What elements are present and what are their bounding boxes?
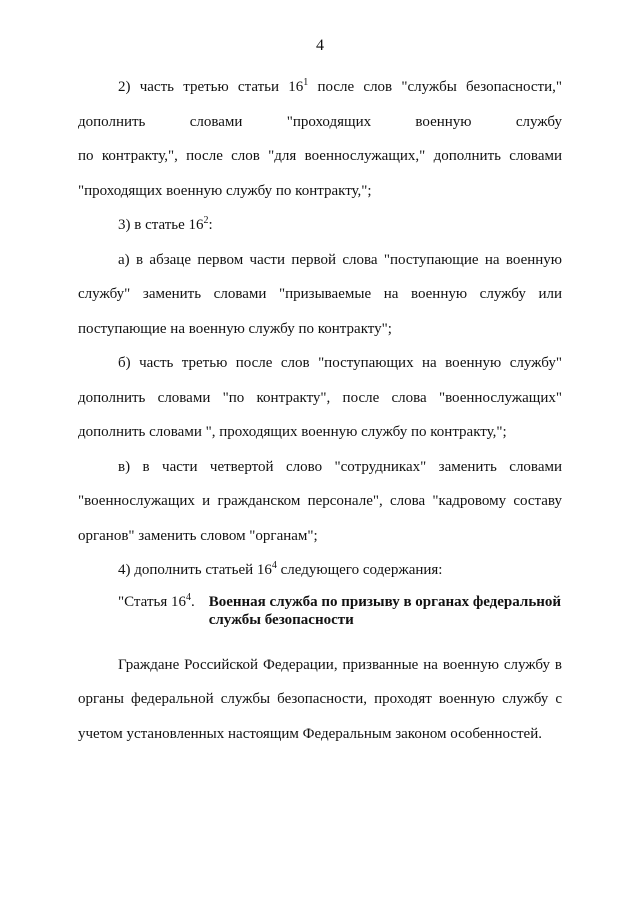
text-span: следующего содержания:	[276, 562, 443, 578]
paragraph-subitem-v	[78, 450, 562, 554]
text-line: дополнить словами ", проходящих военную службу по контракту,";	[78, 424, 507, 440]
text-line: дополнить словами "по контракту", после слова "военнослужащих"	[78, 389, 562, 406]
paragraph-subitem-a	[78, 243, 562, 347]
text-line: в) в части четвертой слово "сотрудниках" заменить словами	[118, 458, 562, 475]
text-span: 3) в статье 16	[118, 217, 204, 233]
article-title: Военная служба по призыву в органах федеральной службы безопасности	[208, 593, 562, 628]
text-span: после слов "службы безопасности,"	[308, 79, 562, 95]
text-line: Граждане Российской Федерации, призванные на военную службу в	[118, 656, 562, 673]
text-line: поступающие на военную службу по контракту";	[78, 320, 392, 337]
text-line: органы федеральной службы безопасности, проходят военную службу с	[78, 691, 562, 707]
text-line: а) в абзаце первом части первой слова "поступающие на военную	[118, 251, 562, 268]
text-line	[78, 208, 562, 243]
text-line: органов" заменить словом "органам";	[78, 527, 318, 544]
text-line	[78, 553, 562, 588]
document-body	[78, 70, 562, 751]
text-span: .	[190, 593, 195, 610]
text-line: учетом установленных настоящим Федеральным законом особенностей.	[78, 725, 542, 742]
paragraph-subitem-b	[78, 346, 562, 450]
paragraph-item-2	[78, 70, 562, 208]
text-span: 2) часть третью статьи 16	[118, 79, 304, 95]
text-span: :	[208, 217, 213, 233]
article-heading	[78, 593, 562, 629]
text-line: дополнить словами "проходящих военную службу	[78, 113, 562, 130]
text-span: 4) дополнить статьей 16	[118, 562, 272, 578]
page-number: 4	[316, 37, 324, 54]
text-line: б) часть третью после слов "поступающих на военную службу"	[118, 355, 562, 371]
text-span: "Статья 16	[118, 593, 186, 610]
paragraph-item-3	[78, 208, 562, 243]
superscript: 1	[303, 77, 309, 88]
paragraph-item-4	[78, 553, 562, 588]
superscript: 4	[271, 560, 277, 571]
text-line: "военнослужащих и гражданском персонале", слова "кадровому составу	[78, 493, 562, 509]
text-line	[78, 70, 562, 105]
superscript: 4	[185, 591, 191, 603]
superscript: 2	[203, 215, 209, 226]
article-label	[118, 593, 209, 629]
text-line: "проходящих военную службу по контракту,";	[78, 182, 372, 199]
article-body	[78, 648, 562, 752]
text-line: по контракту,", после слов "для военнослужащих," дополнить словами	[78, 148, 562, 164]
text-line: службу" заменить словами "призываемые на военную службу или	[78, 286, 562, 302]
